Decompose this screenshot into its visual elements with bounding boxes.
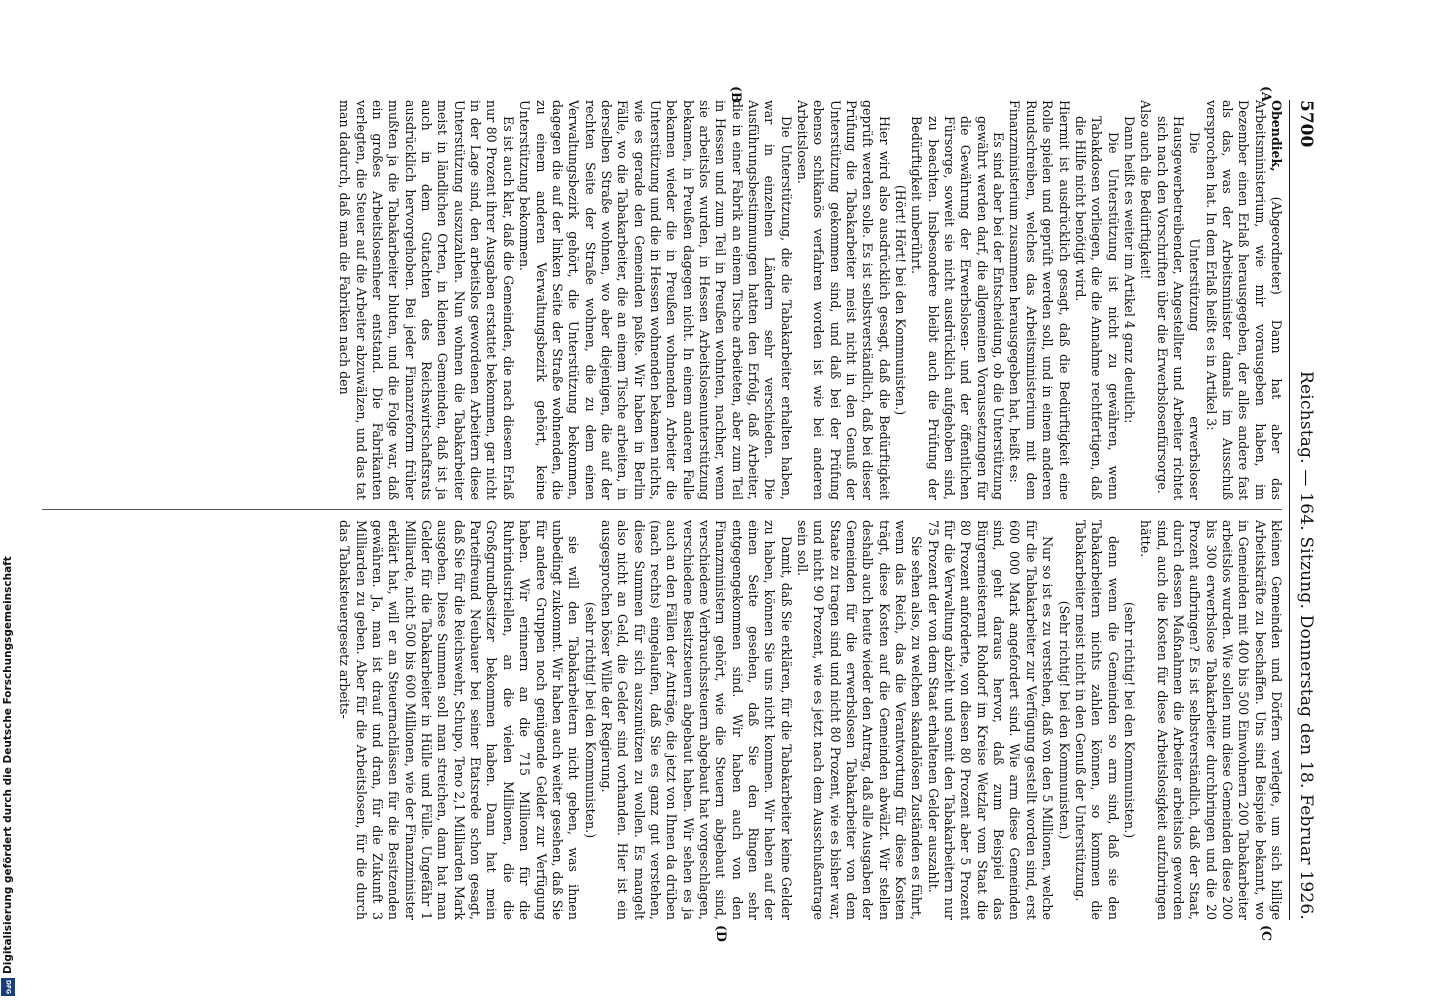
paragraph-text: Die Unterstützung ist nicht zu gewähren, wenn Tabakdosen vorliegen, die die Annahme rechtfertigen, daß die Hilfe nicht benötigt wird. xyxy=(1072,116,1121,500)
paragraph-text: Also auch die Bedürftigkeit! xyxy=(1138,100,1154,280)
paragraph-text: Es ist auch klar, daß die Gemeinden, die nach diesem Erlaß nur 80 Prozent ihrer Ausgaben erstattet bekommen, gar nicht in der Lage sind, den arbeitslos gewordenen Arbeitern diese Unterstützung auszuzahlen. Nun wohnen die Tabakarbeiter meist in ländlichen Orten, in kleinen Gemeinden, daß ist ja auch in dem Gutachten des Reichswirtschaftsrats ausdrücklich hervorgehoben. Bei jeder Finanzreform früher mußten ja die Tabakarbeiter bluten, und die Folge war, daß ein großes Arbeitslosenheer entstand. Die Fabrikanten verlegten, die Steuer auf die Arbeiter abzuwälzen, und das tat man dadurch, daß man die Fabriken nach den xyxy=(337,100,516,500)
margin-marker-c: (C xyxy=(1259,925,1274,941)
paragraph xyxy=(794,520,925,920)
digitization-credit-bar xyxy=(0,0,16,1000)
interjection xyxy=(581,520,597,920)
paragraph xyxy=(908,116,1006,500)
digitization-credit: Digitalisierung gefördert durch die Deutsche Forschungsgemeinschaft xyxy=(2,556,14,974)
paragraph-text: Nur so ist es zu verstehen, daß von den 5 Millionen, welche für die Tabakarbeiter zur Verfügung gestellt worden sind, erst 600 000 Mark angefordert sind. Wie arm diese Gemeinden sind, geht daraus hervor, daß zum Beispiel das Bürgermeisteramt Rohdorf im Kreise Wetzlar vom Staat die 80 Prozent anforderte, von diesen 80 Prozent aber 5 Prozent für die Verwaltung abzieht und somit den Tabakarbeitern nur 75 Prozent der von dem Staat erhaltenen Gelder auszahlt. xyxy=(925,520,1056,920)
paragraph-text: Hier wird also ausdrücklich gesagt, daß die Bedürftigkeit geprüft werden solle. Es ist selbstverständlich, daß bei dieser Prüfung die Tabakarbeiter meist nicht in den Genuß der Unterstützung gekommen sind, und daß bei der Prüfung ebenso schikanös verfahren worden ist wie bei anderen Arbeitslosen. xyxy=(795,100,892,500)
column-divider xyxy=(42,509,1282,510)
paragraph xyxy=(598,520,794,920)
page-title: Reichstag. — 164. Sitzung. Donnerstag den 18. Februar 1926. xyxy=(1296,371,1316,920)
paragraph-text: Die Unterstützung erwerbsloser Hausgewerbetreibender, Angestellter und Arbeiter richtet sich nach den Vorschriften über die Erwerbslosenfürsorge. xyxy=(1154,116,1203,500)
margin-marker-b: (B xyxy=(729,86,744,103)
dfg-logo-icon: DFG xyxy=(1,978,15,996)
paragraph-text: Die Unterstützung, die die Tabakarbeiter erhalten haben, war in einzelnen Ländern sehr verschieden. Die Ausführungsbestimmungen hatten den Erfolg, daß Arbeiter, die in einer Fabrik an einem Tische arbeiteten, aber zum Teil in Hessen und zum Teil in Preußen wohnten, nachher, wenn sie arbeitslos wurden, in Hessen Arbeitslosenunterstützung bekamen, in Preußen dagegen nicht. In einem anderen Falle bekamen wieder die in Preußen wohnenden Arbeiter die Unterstützung und die in Hessen wohnenden bekamen nichts, wie es gerade den Gemeinden paßte. Wir haben in Berlin Fälle, wo die Tabakarbeiter, die an einem Tische arbeiten, in derselben Straße wohnen, wo aber diejenigen, die auf der rechten Seite der Straße wohnen, die zu dem einen Verwaltungsbezirk gehört, die Unterstützung bekommen, dagegen die auf der linken Seite der Straße wohnenden, die zu einem anderen Verwaltungsbezirk gehört, keine Unterstützung bekommen. xyxy=(517,100,794,500)
interjection xyxy=(1055,520,1071,920)
paragraph xyxy=(1137,520,1284,920)
paragraph xyxy=(516,100,794,500)
paragraph-text: (sehr richtig! bei den Kommunisten.) xyxy=(1121,601,1137,839)
paragraph xyxy=(1137,100,1153,500)
speaker-role: Abgeordneter xyxy=(1269,201,1284,290)
paragraph-text: denn wenn die Gemeinden so arm sind, daß sie den Tabakarbeitern nichts zahlen können, so kommen die Tabakarbeiter meist nicht in den Genuß der Unterstützung. xyxy=(1072,520,1121,920)
paragraph-text: (Hört! Hört! bei den Kommunisten.) xyxy=(893,184,909,416)
paragraph-text: Sie sehen also, zu welchen skandalösen Zuständen es führt, wenn das Reich, das die Verantwortung für diese Kosten trägt, diese Kosten auf die Gemeinden abwälzt. Wir stellen deshalb auch heute wieder den Antrag, daß alle Ausgaben der Gemeinden für die erwerbslosen Tabakarbeiter von dem Staate zu tragen sind und nicht 80 Prozent, wie es bisher war, und nicht 90 Prozent, wie es jetzt nach dem Ausschußantrage sein soll. xyxy=(795,520,925,920)
paragraph-text: sie will den Tabakarbeitern nicht geben, was ihnen unbedingt zukommt. Wir haben auch weiter gesehen, daß Sie für andere Gruppen noch genügende Gelder zur Verfügung haben. Wir erinnern an die 715 Millionen für die Ruhrindustriellen, an die vielen Millionen, die die Großgrundbesitzer bekommen haben. Dann hat mein Parteifreund Neubauer bei seiner Etatsrede schon gesagt, daß Sie für die Reichswehr, Schupo, Teno 2,1 Milliarden Mark ausgeben. Diese Summen soll man streichen, dann hat man Gelder für die Tabakarbeiter in Hülle und Fülle. Ungefähr 1 Milliarde, nicht 500 bis 600 Millionen, wie der Finanzminister erklärt hat, will er an Steuernachlässen für die Besitzenden gewähren. Ja, man ist drauf und dran, für die Zukunft 3 Milliarden zu geben. Aber für die Arbeitslosen, für die durch das Tabaksteuergesetz arbeits- xyxy=(337,520,582,920)
paragraph xyxy=(924,520,1055,920)
paragraph xyxy=(1121,100,1137,500)
margin-marker-a: (A xyxy=(1259,86,1274,102)
paragraph xyxy=(1072,116,1121,500)
paragraph-text: Dann hat aber das Arbeitsministerium, wie mir vorausgeben haben, im Dezember einen Erlaß herausgegeben, der alles andere fast als das, was der Arbeitsminister damals im Ausschuß versprochen hat. In dem Erlaß heißt es in Artikel 3: xyxy=(1203,100,1284,500)
interjection xyxy=(1121,520,1137,920)
right-text-column xyxy=(34,520,1284,920)
left-text-column xyxy=(34,100,1284,500)
page-header xyxy=(1289,100,1316,920)
paragraph-text: kleinen Gemeinden und Dörfern verlegte, um sich billige Arbeitskräfte zu beschaffen. Uns sind Beispiele bekannt, wo in Gemeinden mit 400 bis 500 Einwohnern 200 Tabakarbeiter arbeitslos wurden. Wie sollen nun diese Gemeinden diese 200 bis 300 erwerbslose Tabakarbeiter durchbringen und die 20 Prozent aufbringen? Es ist selbstverständlich, daß der Staat, durch dessen Maßnahmen die Arbeiter arbeitslos geworden sind, auch die Kosten für diese Arbeitslosigkeit aufzubringen hätte. xyxy=(1138,520,1284,920)
margin-marker-d: (D xyxy=(714,925,729,942)
paragraph xyxy=(1072,520,1121,920)
paragraph xyxy=(336,100,516,500)
interjection xyxy=(892,100,908,500)
paragraph xyxy=(794,100,892,500)
speaker-name: Obendiek, xyxy=(1269,100,1284,172)
paragraph: Obendiek, (Abgeordneter) Dann hat aber das Arbeitsministerium, wie mir vorausgeben haben, im Dezember einen Erlaß herausgegeben, der alles andere fast als das, was der Arbeitsminister damals im Ausschuß versprochen hat. In dem Erlaß heißt es in Artikel 3: xyxy=(1203,100,1284,500)
page-number: 5700 xyxy=(1296,100,1316,148)
paragraph-text: Dann heißt es weiter im Artikel 4 ganz deutlich: xyxy=(1121,116,1137,424)
paragraph-text: (Sehr richtig! bei den Kommunisten.) xyxy=(1056,600,1072,840)
paragraph-text: Hiermit ist ausdrücklich gesagt, daß die Bedürftigkeit eine Rolle spielen und geprüft werden soll, und in einem anderen Rundschreiben, welches das Arbeitsministerium mit dem Finanzministerium zusammen herausgegeben hat, heißt es: xyxy=(1007,100,1072,500)
paragraph-text: (sehr richtig! bei den Kommunisten.) xyxy=(582,601,598,839)
paragraph xyxy=(336,520,581,920)
paragraph-text: Es sind aber bei der Entscheidung, ob die Unterstützung gewährt werden darf, die allgemeinen Voraussetzungen für die Gewährung der Erwerbslosen- und der öffentlichen Fürsorge, soweit sie nicht ausdrücklich aufgehoben sind, zu beachten. Insbesondere bleibt auch die Prüfung der Bedürftigkeit unberührt. xyxy=(909,116,1007,500)
paragraph xyxy=(1006,100,1071,500)
paragraph xyxy=(1153,116,1202,500)
paragraph-text: Damit, daß Sie erklären, für die Tabakarbeiter keine Gelder zu haben, können Sie uns nicht kommen. Wir haben auf der einen Seite gesehen, daß Sie den Ringen sehr entgegengekommen sind. Wir haben auch von den Finanzministern gehört, wie die Steuern abgebaut sind, verschiedene Verbrauchssteuern abgebaut hat vorgeschlagen, verschiedene Besitzsteuern abgebaut haben. Wir sehen es ja auch an den Fällen der Anträge, die jetzt von Ihnen da drüben (nach rechts) eingelaufen, daß Sie es ganz gut verstehen, diese Summen für sich auszunützen zu wollen. Es mangelt also nicht an Geld, die Gelder sind vorhanden. Hier ist ein ausgesprochen böser Wille der Regierung. xyxy=(598,520,794,920)
